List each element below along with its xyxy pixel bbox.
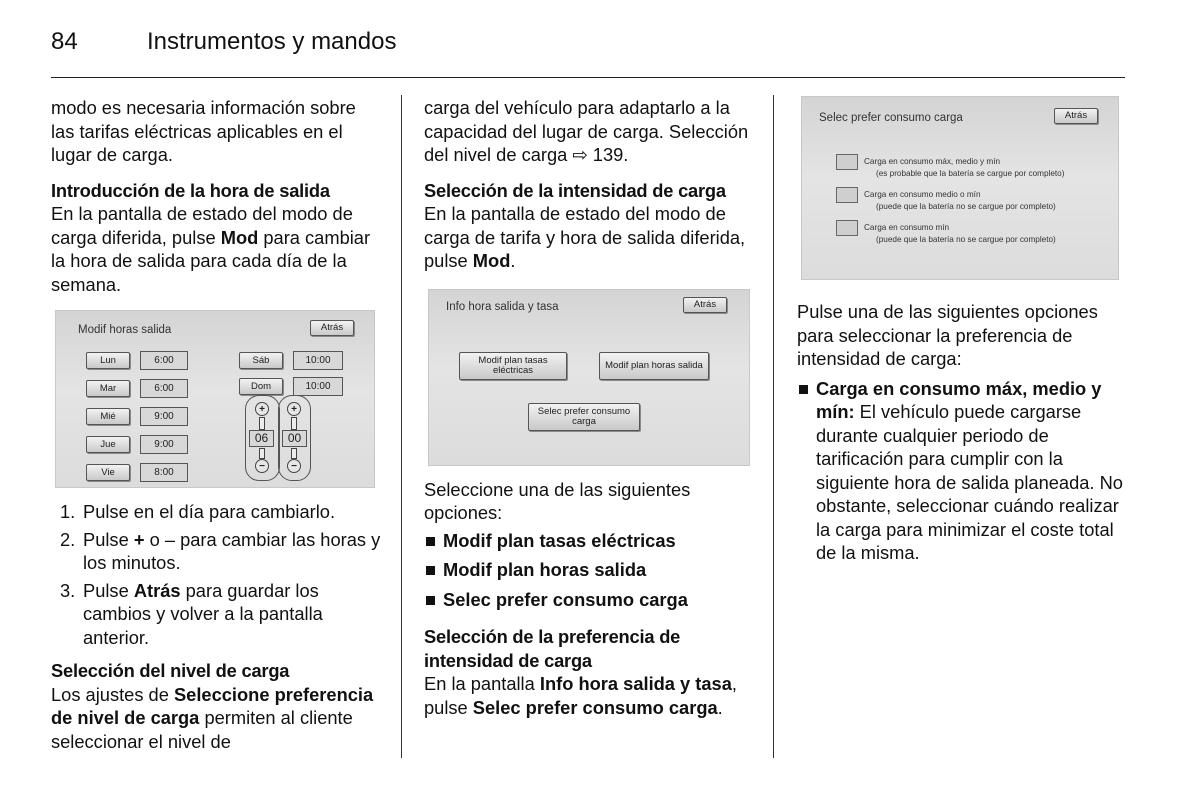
screen-title: Info hora salida y tasa [446,300,559,313]
section-heading: Selección del nivel de carga [51,660,290,681]
column-2 [424,96,754,731]
paragraph: En la pantalla de estado del modo de carga de tarifa y hora de salida diferida, pulse Mod. [424,203,746,271]
plus-icon[interactable]: + [255,402,269,416]
column-3 [797,96,1127,573]
screen-title: Modif horas salida [78,324,172,336]
time-value[interactable]: 9:00 [140,407,188,426]
column-divider [773,95,774,758]
option-note: (puede que la batería no se cargue por completo) [876,202,1056,211]
back-button[interactable]: Atrás [683,297,727,313]
screen-title: Selec prefer consumo carga [819,112,963,124]
day-button-tue[interactable]: Mar [86,380,130,397]
steps-list [51,500,381,649]
paragraph: Seleccione una de las siguientes opciones: [424,478,691,523]
list-item: Modif plan tasas eléctricas [424,529,754,553]
preference-list [797,377,1127,565]
time-value[interactable]: 10:00 [293,351,343,370]
charge-preference-button[interactable]: Selec prefer consumo carga [528,403,640,431]
paragraph: En la pantalla de estado del modo de carga diferida, pulse Mod para cambiar la hora de salida para cada día de la semana. [51,203,371,295]
option-note: (puede que la batería no se cargue por completo) [876,235,1056,244]
list-item: Carga en consumo máx, medio y mín: El vehículo puede cargarse durante cualquier periodo de tarificación para cumplir con la siguiente hora de salida planeada. No obstante, seleccionar cuándo realizar la carga para minimizar el coste total de la misma. [797,377,1127,565]
chapter-title: Instrumentos y mandos [147,28,397,55]
option-checkbox[interactable] [836,154,858,170]
day-button-mon[interactable]: Lun [86,352,130,369]
day-button-wed[interactable]: Mié [86,408,130,425]
paragraph: Pulse una de las siguientes opciones para seleccionar la preferencia de intensidad de carga: [797,301,1098,369]
minus-icon[interactable]: − [255,459,269,473]
list-item: 2. Pulse + o – para cambiar las horas y los minutos. [60,528,381,573]
paragraph: En la pantalla Info hora salida y tasa, pulse Selec prefer consumo carga. [424,673,737,718]
time-value[interactable]: 8:00 [140,463,188,482]
list-item: 1. Pulse en el día para cambiarlo. [60,501,336,522]
intro-paragraph: modo es necesaria información sobre las tarifas eléctricas aplicables en el lugar de carga. [51,97,356,165]
option-checkbox[interactable] [836,220,858,236]
edit-electric-rates-button[interactable]: Modif plan tasas eléctricas [459,352,567,380]
day-button-sun[interactable]: Dom [239,378,283,395]
section-heading: Introducción de la hora de salida [51,179,330,201]
option-label[interactable]: Carga en consumo máx, medio y mín [864,157,1001,166]
minus-icon[interactable]: − [287,459,301,473]
option-note: (es probable que la batería se cargue por completo) [876,169,1065,178]
time-value[interactable]: 10:00 [293,377,343,396]
day-button-sat[interactable]: Sáb [239,352,283,369]
spinner-track [259,417,265,430]
day-button-fri[interactable]: Vie [86,464,130,481]
spinner-track [259,448,265,459]
hour-value: 06 [249,430,274,447]
column-divider [401,95,402,758]
back-button[interactable]: Atrás [1054,108,1098,124]
time-value[interactable]: 6:00 [140,351,188,370]
column-1 [51,96,381,765]
back-button[interactable]: Atrás [310,320,354,336]
plus-icon[interactable]: + [287,402,301,416]
day-button-thu[interactable]: Jue [86,436,130,453]
options-list [424,529,754,612]
spinner-track [291,417,297,430]
option-label[interactable]: Carga en consumo medio o mín [864,190,981,199]
option-checkbox[interactable] [836,187,858,203]
paragraph: Los ajustes de Seleccione preferencia de nivel de carga permiten al cliente seleccionar el nivel de [51,683,374,752]
edit-departure-times-button[interactable]: Modif plan horas salida [599,352,709,380]
minute-value: 00 [282,430,307,447]
section-heading: Selección de la preferencia de intensidad de carga [424,626,681,671]
spinner-track [291,448,297,459]
list-item: Selec prefer consumo carga [424,588,754,612]
page-number: 84 [51,28,78,55]
departure-times-screen [55,310,375,488]
page-header [51,26,1125,78]
departure-rate-info-screen [428,289,750,466]
section-heading: Selección de la intensidad de carga [424,179,726,201]
page-ref-arrow-icon: ⇨ [572,144,588,165]
time-value[interactable]: 6:00 [140,379,188,398]
time-value[interactable]: 9:00 [140,435,188,454]
list-item: Modif plan horas salida [424,558,754,582]
list-item: 3. Pulse Atrás para guardar los cambios y volver a la pantalla anterior. [60,579,323,648]
paragraph: carga del vehículo para adaptarlo a la capacidad del lugar de carga. Selección del nivel de carga ⇨ 139. [424,97,749,165]
charge-preference-screen [801,96,1119,280]
option-label[interactable]: Carga en consumo mín [864,223,950,232]
